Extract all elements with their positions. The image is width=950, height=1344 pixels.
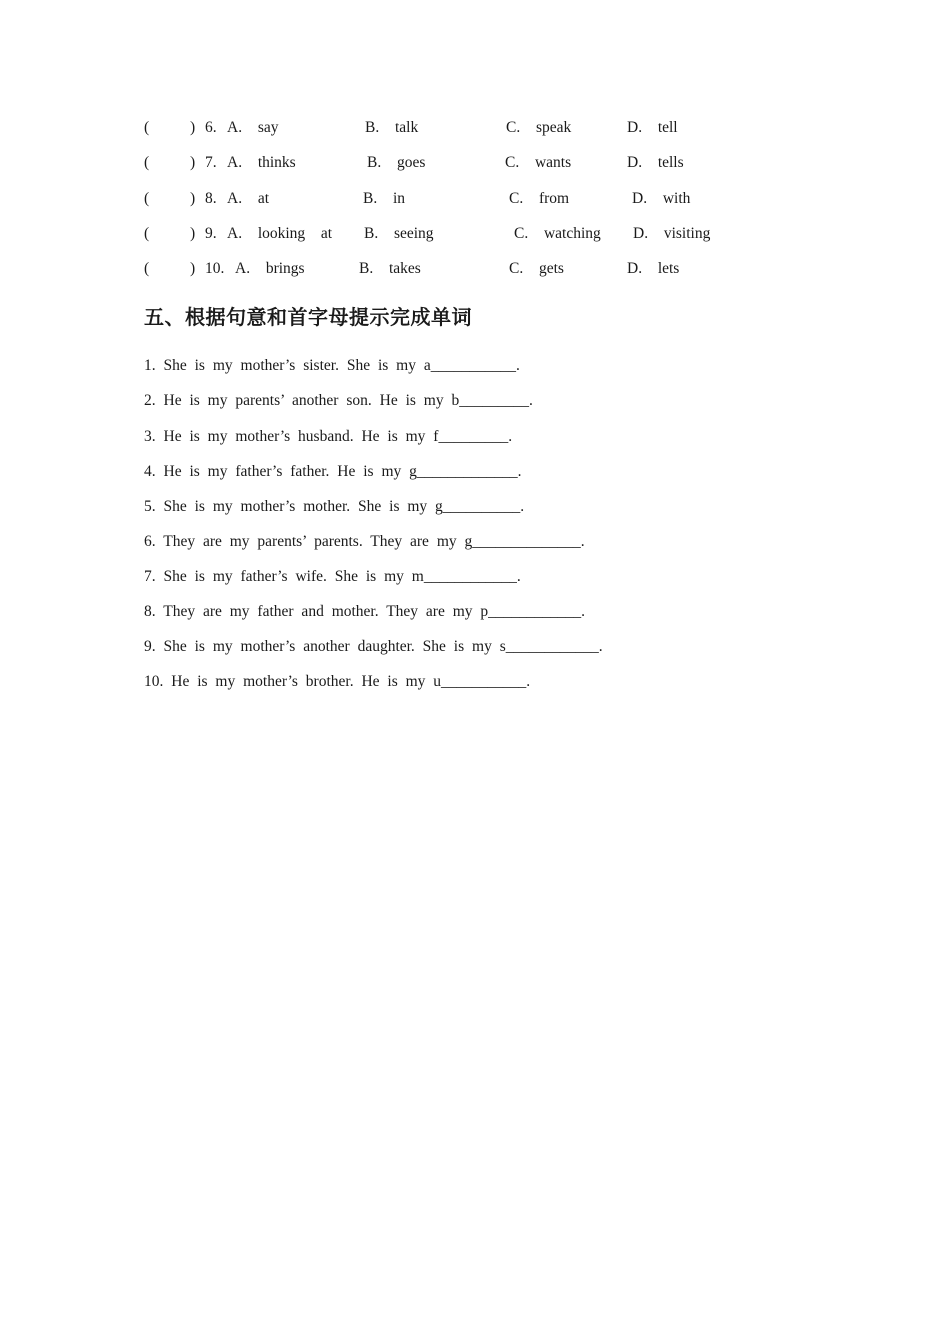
fill-in-item: 2. He is my parents’ another son. He is my b_________. (144, 392, 533, 409)
fill-in-item: 4. He is my father’s father. He is my g_____________. (144, 463, 522, 480)
answer-paren-open: ( (144, 260, 150, 277)
option-a: A. say (227, 119, 279, 136)
option-d: D. with (632, 190, 691, 207)
question-number: 10. (205, 260, 225, 277)
section-heading: 五、根据句意和首字母提示完成单词 (144, 305, 472, 329)
choice-row (0, 222, 950, 246)
answer-paren-open: ( (144, 225, 150, 242)
choice-row (0, 151, 950, 175)
option-a: A. looking at (227, 225, 333, 242)
option-b: B. seeing (364, 225, 434, 242)
option-d: D. tells (627, 154, 684, 171)
choice-row (0, 187, 950, 211)
option-d: D. lets (627, 260, 680, 277)
question-number: 8. (205, 190, 217, 207)
choice-row (0, 257, 950, 281)
choice-row (0, 116, 950, 140)
answer-paren-close: ) (190, 190, 196, 207)
answer-paren-open: ( (144, 119, 150, 136)
option-d: D. visiting (633, 225, 711, 242)
question-number: 6. (205, 119, 217, 136)
answer-paren-close: ) (190, 225, 196, 242)
fill-in-item: 7. She is my father’s wife. She is my m____________. (144, 568, 521, 585)
option-c: C. gets (509, 260, 564, 277)
option-c: C. speak (506, 119, 572, 136)
answer-paren-close: ) (190, 260, 196, 277)
question-number: 7. (205, 154, 217, 171)
option-b: B. takes (359, 260, 421, 277)
answer-paren-close: ) (190, 154, 196, 171)
fill-in-item: 5. She is my mother’s mother. She is my g__________. (144, 498, 525, 515)
option-d: D. tell (627, 119, 678, 136)
option-a: A. brings (235, 260, 305, 277)
fill-in-item: 10. He is my mother’s brother. He is my u___________. (144, 673, 531, 690)
answer-paren-open: ( (144, 190, 150, 207)
fill-in-item: 1. She is my mother’s sister. She is my a___________. (144, 357, 520, 374)
option-a: A. at (227, 190, 270, 207)
answer-paren-open: ( (144, 154, 150, 171)
fill-in-item: 9. She is my mother’s another daughter. She is my s____________. (144, 638, 603, 655)
answer-paren-close: ) (190, 119, 196, 136)
option-c: C. from (509, 190, 570, 207)
fill-in-item: 3. He is my mother’s husband. He is my f_________. (144, 428, 513, 445)
question-number: 9. (205, 225, 217, 242)
option-a: A. thinks (227, 154, 296, 171)
fill-in-item: 8. They are my father and mother. They are my p____________. (144, 603, 586, 620)
option-c: C. wants (505, 154, 572, 171)
option-c: C. watching (514, 225, 601, 242)
option-b: B. talk (365, 119, 419, 136)
option-b: B. in (363, 190, 406, 207)
fill-in-item: 6. They are my parents’ parents. They are my g______________. (144, 533, 585, 550)
option-b: B. goes (367, 154, 426, 171)
